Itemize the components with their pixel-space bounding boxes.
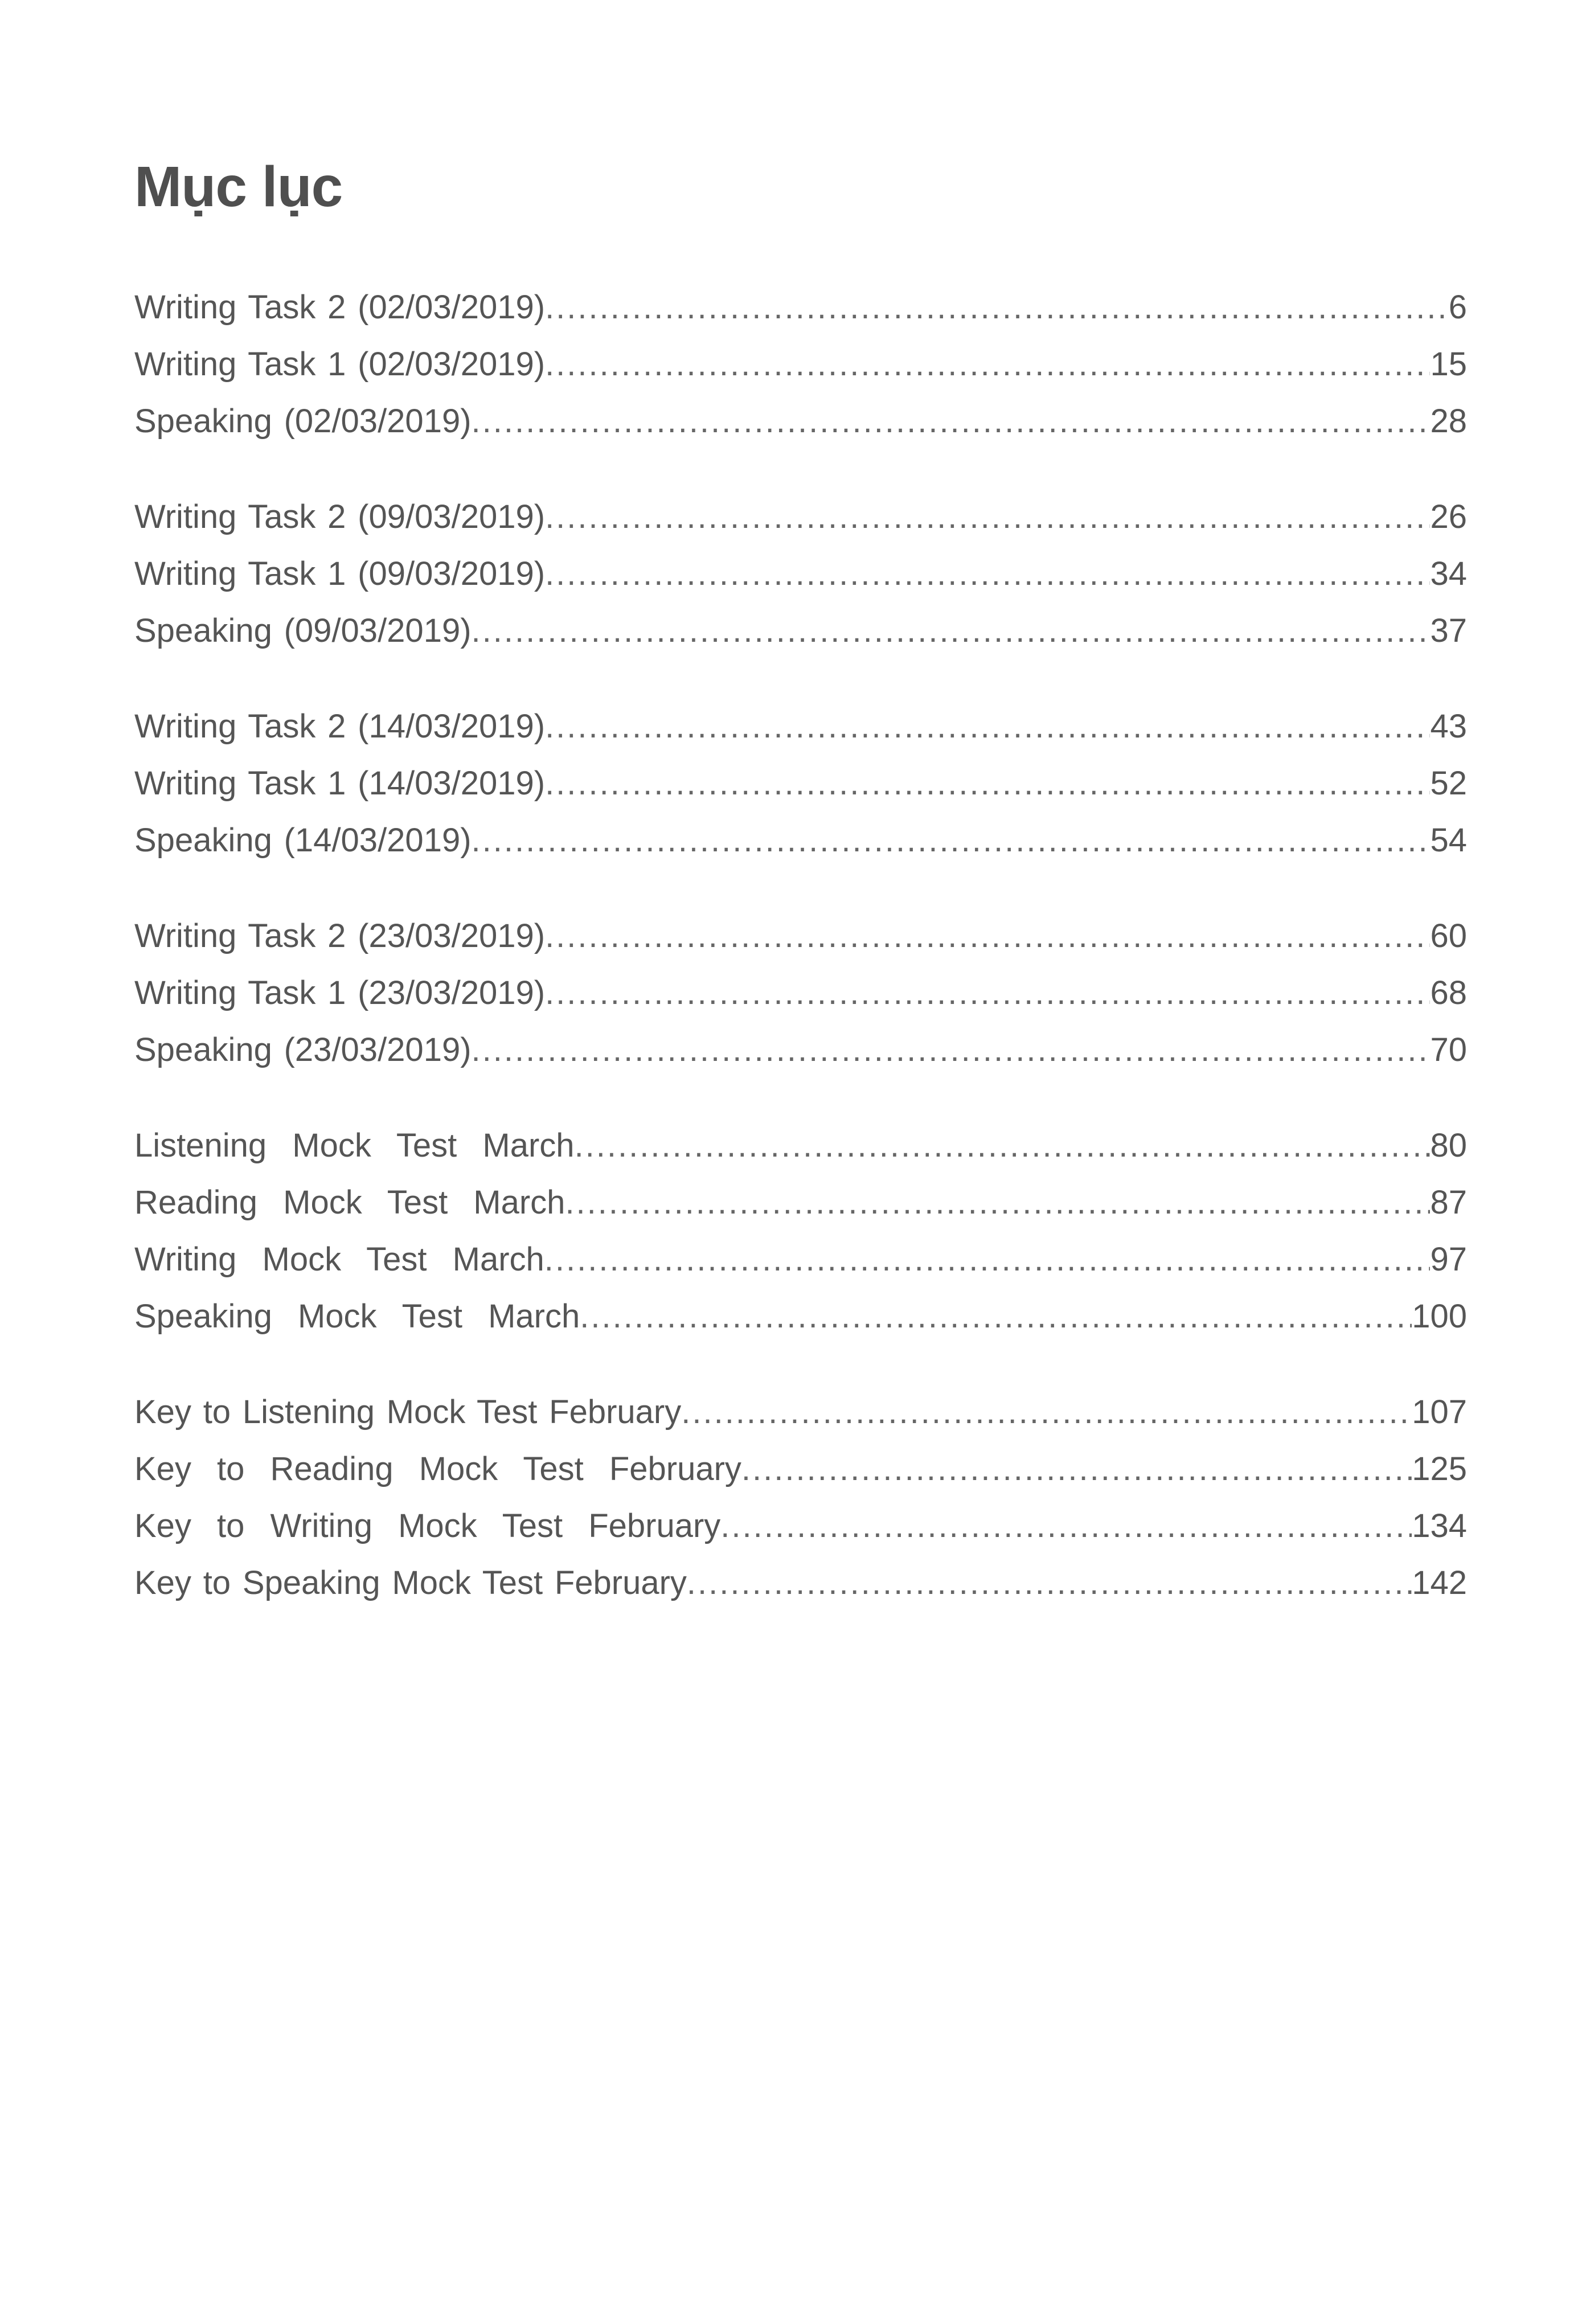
toc-group-4: [134, 908, 1467, 1079]
toc-entry-label: Key to Reading Mock Test February: [134, 1450, 741, 1487]
toc-leader-dots: [472, 1022, 1431, 1079]
toc-entry-page: 87: [1430, 1184, 1467, 1221]
toc-entry-label: Listening Mock Test March: [134, 1127, 575, 1164]
toc-leader-dots: [545, 489, 1430, 546]
toc-group-mock-tests: [134, 1117, 1467, 1345]
toc-entry-label: Writing Mock Test March: [134, 1241, 544, 1278]
toc-entry-label: Speaking Mock Test March: [134, 1298, 580, 1335]
toc-entry-label: Writing Task 1 (02/03/2019): [134, 346, 546, 383]
toc-entry-page: 142: [1412, 1564, 1467, 1601]
toc-entry-label: Writing Task 1 (23/03/2019): [134, 974, 546, 1011]
toc-group-keys: [134, 1384, 1467, 1612]
toc-leader-dots: [580, 1288, 1412, 1345]
toc-entry[interactable]: [134, 1288, 1467, 1345]
toc-entry-label: Writing Task 2 (23/03/2019): [134, 917, 546, 954]
toc-leader-dots: [472, 602, 1431, 659]
toc-leader-dots: [545, 965, 1430, 1022]
toc-entry[interactable]: [134, 698, 1467, 755]
toc-entry[interactable]: [134, 393, 1467, 450]
toc-leader-dots: [681, 1384, 1412, 1441]
toc-entry-label: Speaking (09/03/2019): [134, 612, 472, 649]
toc-entry[interactable]: [134, 1117, 1467, 1174]
toc-entry[interactable]: [134, 1231, 1467, 1288]
toc-entry-label: Writing Task 2 (02/03/2019): [134, 289, 546, 326]
toc-entry-label: Writing Task 1 (09/03/2019): [134, 555, 546, 592]
toc-entry[interactable]: [134, 546, 1467, 602]
toc-leader-dots: [472, 393, 1431, 450]
toc-entry-page: 52: [1430, 765, 1467, 802]
toc-leader-dots: [545, 698, 1430, 755]
toc-entry[interactable]: [134, 336, 1467, 393]
toc-entry-label: Speaking (14/03/2019): [134, 822, 472, 859]
toc-entry-label: Writing Task 2 (09/03/2019): [134, 498, 546, 535]
toc-leader-dots: [545, 279, 1449, 336]
toc-entry-page: 134: [1412, 1507, 1467, 1544]
toc-entry-page: 6: [1448, 289, 1467, 326]
toc-leader-dots: [545, 755, 1430, 812]
toc-entry-page: 37: [1430, 612, 1467, 649]
toc-entry-label: Writing Task 1 (14/03/2019): [134, 765, 546, 802]
toc-entry[interactable]: [134, 1441, 1467, 1498]
toc-entry-page: 100: [1412, 1298, 1467, 1335]
toc-entry[interactable]: [134, 1498, 1467, 1555]
toc-entry-page: 15: [1430, 346, 1467, 383]
toc-entry[interactable]: [134, 489, 1467, 546]
toc-group-3: [134, 698, 1467, 869]
toc-entry[interactable]: [134, 812, 1467, 869]
toc-entry-page: 60: [1430, 917, 1467, 954]
toc-entry-page: 70: [1430, 1031, 1467, 1068]
toc-leader-dots: [687, 1555, 1412, 1612]
toc-leader-dots: [720, 1498, 1412, 1555]
toc-leader-dots: [565, 1174, 1430, 1231]
toc-entry-page: 107: [1412, 1393, 1467, 1431]
toc-entry-label: Writing Task 2 (14/03/2019): [134, 708, 546, 745]
toc-leader-dots: [544, 1231, 1431, 1288]
toc-leader-dots: [545, 546, 1430, 602]
toc-entry[interactable]: [134, 1555, 1467, 1612]
toc-entry[interactable]: [134, 1174, 1467, 1231]
toc-entry-page: 80: [1430, 1127, 1467, 1164]
toc-leader-dots: [575, 1117, 1431, 1174]
toc-entry[interactable]: [134, 965, 1467, 1022]
toc-leader-dots: [741, 1441, 1412, 1498]
toc-leader-dots: [545, 908, 1430, 965]
toc-group-2: [134, 489, 1467, 659]
toc-entry-page: 97: [1430, 1241, 1467, 1278]
toc-entry[interactable]: [134, 1384, 1467, 1441]
toc-entry-label: Speaking (23/03/2019): [134, 1031, 472, 1068]
toc-entry[interactable]: [134, 755, 1467, 812]
table-of-contents: [134, 279, 1467, 1650]
toc-entry-page: 28: [1430, 403, 1467, 440]
toc-entry-page: 34: [1430, 555, 1467, 592]
toc-entry[interactable]: [134, 279, 1467, 336]
toc-entry-page: 43: [1430, 708, 1467, 745]
toc-entry-label: Speaking (02/03/2019): [134, 403, 472, 440]
toc-entry-label: Reading Mock Test March: [134, 1184, 565, 1221]
toc-entry[interactable]: [134, 1022, 1467, 1079]
toc-entry[interactable]: [134, 908, 1467, 965]
toc-entry-label: Key to Listening Mock Test February: [134, 1393, 682, 1431]
toc-entry-page: 125: [1412, 1450, 1467, 1487]
page-title: Mục lục: [134, 155, 343, 219]
toc-entry-label: Key to Speaking Mock Test February: [134, 1564, 687, 1601]
toc-entry-page: 26: [1430, 498, 1467, 535]
toc-entry-page: 54: [1430, 822, 1467, 859]
toc-entry-page: 68: [1430, 974, 1467, 1011]
toc-group-1: [134, 279, 1467, 450]
toc-leader-dots: [472, 812, 1431, 869]
toc-entry-label: Key to Writing Mock Test February: [134, 1507, 721, 1544]
toc-leader-dots: [545, 336, 1430, 393]
toc-entry[interactable]: [134, 602, 1467, 659]
